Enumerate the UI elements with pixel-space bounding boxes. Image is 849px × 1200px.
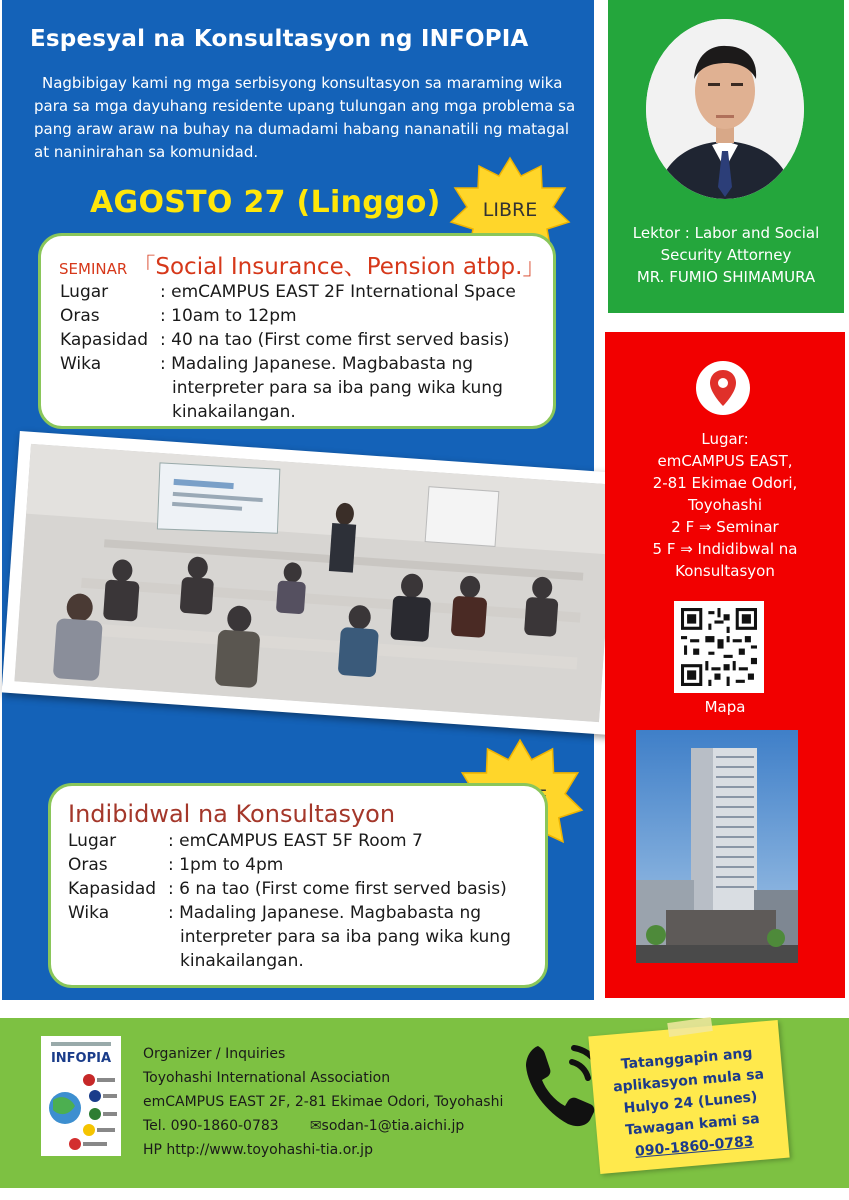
building-photo: [636, 730, 798, 963]
detail-row-kapasidad: Kapasidad : 6 na tao (First come first served basis): [68, 879, 507, 899]
svg-text:INFOPIA: INFOPIA: [50, 1051, 112, 1066]
location-info: Lugar: emCAMPUS EAST, 2-81 Ekimae Odori, Toyohashi 2 F ⇒ Seminar 5 F ⇒ Indidibwal na Konsultasyon: [652, 430, 798, 580]
detail-row-wika: Wika : Madaling Japanese. Magbabasta ng: [60, 354, 474, 374]
page-title: Espesyal na Konsultasyon ng INFOPIA: [30, 26, 529, 52]
map-qr-code[interactable]: [674, 601, 764, 693]
konsultasyon-details: [68, 829, 538, 973]
qr-code-icon: [681, 608, 757, 686]
map-pin-icon: [696, 361, 750, 415]
detail-wika-cont: interpreter para sa iba pang wika kung: [172, 378, 503, 398]
application-note: [588, 1020, 789, 1174]
konsultasyon-heading: Indibidwal na Konsultasyon: [68, 800, 396, 828]
infopia-logo-image: [41, 1036, 121, 1156]
infopia-logo: [41, 1036, 121, 1156]
seminar-tag: SEMINAR: [59, 260, 128, 278]
lecturer-photo: [646, 19, 804, 199]
seminar-details: [60, 280, 550, 424]
detail-row-kapasidad: Kapasidad : 40 na tao (First come first served basis): [60, 330, 510, 350]
organizer-info: Organizer / Inquiries Toyohashi International Association emCAMPUS EAST 2F, 2-81 Ekimae Odori, Toyohashi Tel. 090-1860-0783 ✉sodan-1@tia.aichi.jp HP http://www.toyohashi-tia.or.jp: [143, 1042, 503, 1162]
detail-row-oras: Oras : 10am to 12pm: [60, 306, 297, 326]
contact-row: [143, 1114, 503, 1138]
detail-wika-cont: interpreter para sa iba pang wika kung: [180, 927, 511, 947]
event-date: AGOSTO 27 (Linggo): [90, 185, 441, 220]
seminar-card: [38, 233, 556, 429]
note-phone[interactable]: 090-1860-0783: [634, 1133, 755, 1160]
application-note-text: Tatanggapin ang aplikasyon mula sa Hulyo 24 (Lunes) Tawagan kami sa 090-1860-0783: [604, 1041, 777, 1165]
lecturer-portrait: [646, 19, 804, 199]
detail-row-wika: Wika : Madaling Japanese. Magbabasta ng: [68, 903, 482, 923]
detail-row-oras: Oras : 1pm to 4pm: [68, 855, 284, 875]
seminar-heading: [59, 248, 545, 281]
detail-wika-cont: kinakailangan.: [172, 402, 296, 422]
seminar-name: 「Social Insurance、Pension atbp.」: [132, 254, 546, 280]
intro-text: Nagbibigay kami ng mga serbisyong konsultasyon sa maraming wika para sa mga dayuhang residente upang tulungan ang mga problema sa pang araw araw na buhay na dumadami habang nananatili ng matagal at naninirahan sa komunidad.: [34, 74, 576, 161]
organizer-email[interactable]: ✉sodan-1@tia.aichi.jp: [309, 1118, 465, 1134]
free-badge-seminar: LIBRE: [448, 156, 572, 264]
detail-row-lugar: Lugar : emCAMPUS EAST 5F Room 7: [68, 831, 423, 851]
detail-row-lugar: Lugar : emCAMPUS EAST 2F International Space: [60, 282, 516, 302]
organizer-tel[interactable]: Tel. 090-1860-0783: [143, 1118, 279, 1134]
building-illustration: [636, 730, 798, 963]
seminar-photo: [2, 431, 629, 735]
lecturer-info: Lektor : Labor and Social Security Attorney MR. FUMIO SHIMAMURA: [632, 224, 820, 286]
organizer-homepage[interactable]: HP http://www.toyohashi-tia.or.jp: [143, 1142, 373, 1158]
map-label: Mapa: [704, 698, 746, 716]
konsultasyon-card: [48, 783, 548, 988]
detail-wika-cont: kinakailangan.: [180, 951, 304, 971]
classroom-illustration: [14, 444, 615, 722]
seminar-photo-image: [14, 444, 615, 722]
